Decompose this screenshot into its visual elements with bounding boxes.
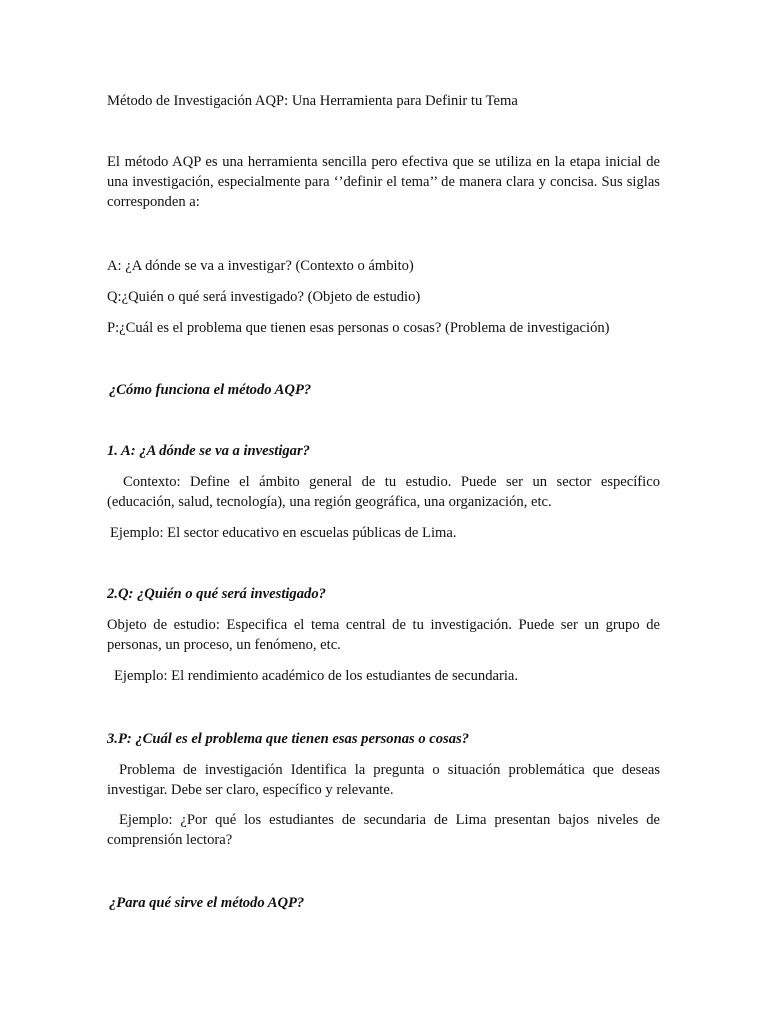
- section-q-example: Ejemplo: El rendimiento académico de los estudiantes de secundaria.: [114, 668, 519, 684]
- section-q-body: Objeto de estudio: Especifica el tema central de tu investigación. Puede ser un grupo de personas, un proceso, un fenómeno, etc.: [107, 617, 660, 653]
- section-a-example: Ejemplo: El sector educativo en escuelas públicas de Lima.: [110, 525, 457, 541]
- intro-paragraph: El método AQP es una herramienta sencilla pero efectiva que se utiliza en la etapa inicial de una investigación, especialmente para ‘’definir el tema’’ de manera clara y concisa. Sus siglas corresponden a:: [107, 154, 660, 210]
- section-a-body: Contexto: Define el ámbito general de tu estudio. Puede ser un sector específico (educación, salud, tecnología), una región geográfica, una organización, etc.: [107, 474, 660, 510]
- section-a-heading: 1. A: ¿A dónde se va a investigar?: [107, 443, 310, 459]
- how-heading: ¿Cómo funciona el método AQP?: [109, 382, 312, 398]
- section-q-heading: 2.Q: ¿Quién o qué será investigado?: [107, 586, 326, 602]
- purpose-heading: ¿Para qué sirve el método AQP?: [109, 895, 305, 911]
- document-title: Método de Investigación AQP: Una Herramienta para Definir tu Tema: [107, 93, 518, 109]
- acronym-q-item: Q:¿Quién o qué será investigado? (Objeto de estudio): [107, 289, 421, 305]
- section-p-heading: 3.P: ¿Cuál es el problema que tienen esas personas o cosas?: [107, 731, 470, 747]
- acronym-p-item: P:¿Cuál es el problema que tienen esas personas o cosas? (Problema de investigación): [107, 320, 610, 336]
- section-p-body: Problema de investigación Identifica la pregunta o situación problemática que deseas investigar. Debe ser claro, específico y relevante.: [107, 762, 660, 798]
- section-p-example: Ejemplo: ¿Por qué los estudiantes de secundaria de Lima presentan bajos niveles de comprensión lectora?: [107, 812, 660, 848]
- acronym-a-item: A: ¿A dónde se va a investigar? (Contexto o ámbito): [107, 258, 414, 274]
